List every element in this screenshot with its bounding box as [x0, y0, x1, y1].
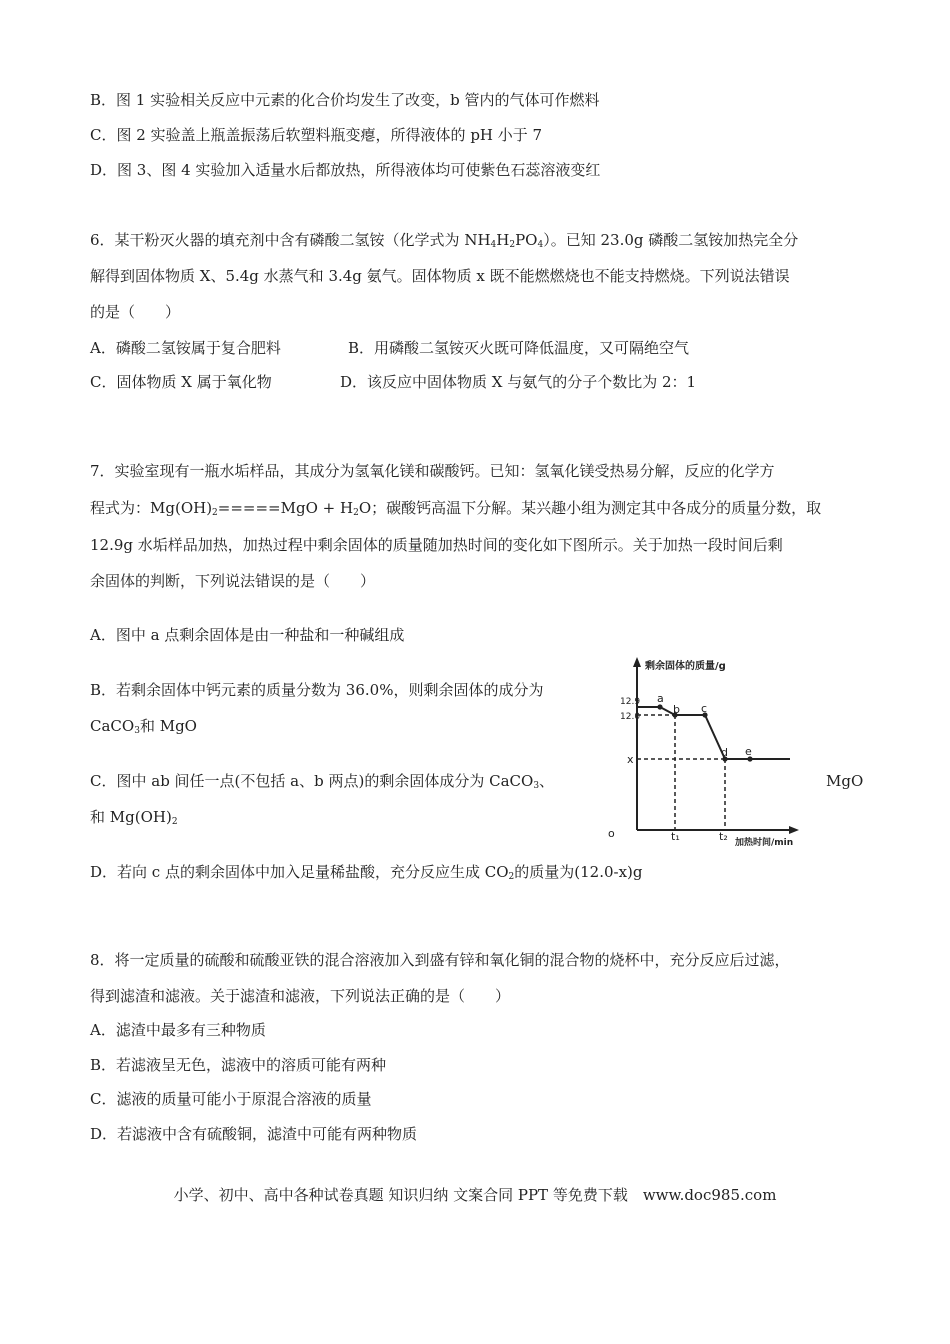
x-tick-t1: t₁	[671, 830, 680, 843]
q8-option-d: D．若滤液中含有硫酸铜，滤渣中可能有两种物质	[90, 1125, 418, 1143]
q6-stem-line3: 的是（ ）	[90, 303, 181, 321]
q7-option-c-mgo: MgO	[826, 772, 864, 790]
label-e: e	[745, 745, 752, 758]
q6-option-a: A．磷酸二氢铵属于复合肥料	[90, 339, 281, 357]
y-axis-label: 剩余固体的质量/g	[645, 661, 726, 672]
label-c: c	[701, 702, 708, 715]
q7-option-b-line2: CaCO$_3$和 MgO	[90, 717, 197, 736]
label-a: a	[657, 692, 664, 705]
q6-stem-line2: 解得到固体物质 X、5.4g 水蒸气和 3.4g 氨气。固体物质 x 既不能燃燃烧也不能支持燃烧。下列说法错误	[90, 267, 790, 285]
x-tick-t2: t₂	[719, 830, 728, 843]
q6-stem-line1: 6．某干粉灭火器的填充剂中含有磷酸二氢铵（化学式为 $NH_4H_2PO_4$）。已知 23.0g 磷酸二氢铵加热完全分	[90, 231, 799, 250]
mass-time-graph	[605, 655, 820, 850]
page-footer: 小学、初中、高中各种试卷真题 知识归纳 文案合同 PPT 等免费下载 www.doc985.com	[173, 1186, 777, 1204]
x-axis-arrow	[789, 826, 799, 834]
origin-label: o	[608, 827, 615, 840]
q7-stem-line3: 12.9g 水垢样品加热，加热过程中剩余固体的质量随加热时间的变化如下图所示。关于加热一段时间后剩	[90, 536, 783, 554]
q7-option-a: A．图中 a 点剩余固体是由一种盐和一种碱组成	[90, 626, 405, 644]
q7-option-d: D．若向 c 点的剩余固体中加入足量稀盐酸，充分反应生成 $CO_2$的质量为(12.0-x)g	[90, 863, 643, 882]
q5-option-c: C．图 2 实验盖上瓶盖振荡后软塑料瓶变瘪，所得液体的 pH 小于 7	[90, 126, 543, 144]
q7-option-c-line1: C．图中 ab 间任一点(不包括 a、b 两点)的剩余固体成分为 CaCO$_3$、	[90, 772, 555, 791]
q6-option-b: B．用磷酸二氢铵灭火既可降低温度，又可隔绝空气	[348, 339, 690, 357]
q6-option-d: D．该反应中固体物质 X 与氨气的分子个数比为 2：1	[340, 373, 697, 391]
q6-option-c: C．固体物质 X 属于氧化物	[90, 373, 272, 391]
q5-option-b: B．图 1 实验相关反应中元素的化合价均发生了改变，b 管内的气体可作燃料	[90, 91, 600, 109]
label-d: d	[721, 746, 728, 759]
q8-option-c: C．滤液的质量可能小于原混合溶液的质量	[90, 1090, 372, 1108]
point-a	[657, 704, 662, 709]
q7-stem-line1: 7．实验室现有一瓶水垢样品，其成分为氢氧化镁和碳酸钙。已知：氢氧化镁受热易分解，反应的化学方	[90, 462, 775, 480]
q7-stem-line4: 余固体的判断，下列说法错误的是（ ）	[90, 572, 376, 590]
q5-option-d: D．图 3、图 4 实验加入适量水后都放热，所得液体均可使紫色石蕊溶液变红	[90, 161, 601, 179]
q7-option-b-line1: B．若剩余固体中钙元素的质量分数为 36.0%，则剩余固体的成分为	[90, 681, 544, 699]
y-axis-arrow	[633, 657, 641, 667]
q8-option-b: B．若滤液呈无色，滤液中的溶质可能有两种	[90, 1056, 387, 1074]
y-tick-x: x	[627, 753, 634, 766]
y-tick-12-9: 12.9	[620, 697, 641, 707]
q8-stem-line1: 8．将一定质量的硫酸和硫酸亚铁的混合溶液加入到盛有锌和氧化铜的混合物的烧杯中，充分反应后过滤，	[90, 951, 790, 969]
q8-option-a: A．滤渣中最多有三种物质	[90, 1021, 266, 1039]
label-b: b	[673, 703, 680, 716]
q7-stem-line2: 程式为：$Mg(OH)_2=====MgO + H_2O$；碳酸钙高温下分解。某兴趣小组为测定其中各成分的质量分数，取	[90, 499, 822, 518]
q7-option-c-line2: 和 $Mg(OH)_2$	[90, 808, 178, 827]
x-axis-label: 加热时间/min	[735, 838, 794, 848]
y-tick-12-0: 12.0	[620, 712, 641, 722]
q8-stem-line2: 得到滤渣和滤液。关于滤渣和滤液，下列说法正确的是（ ）	[90, 987, 511, 1005]
